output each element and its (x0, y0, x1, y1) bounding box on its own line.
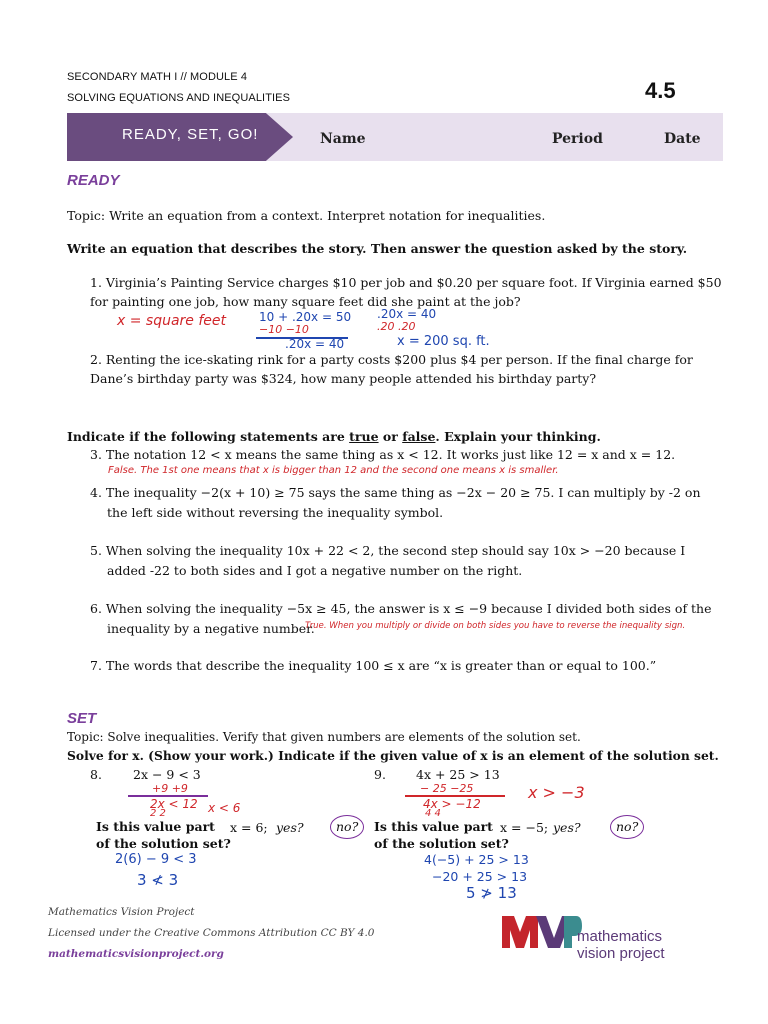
q9-inequality: 4x + 25 > 13 (416, 767, 500, 782)
q1-line1: 1. Virginia’s Painting Service charges $10 per job and $0.20 per square foot. If Virginia earned $50 (90, 275, 722, 290)
q9-work-simplified: 4x > −12 (423, 797, 481, 811)
q1-work-equation: 10 + .20x = 50 (259, 310, 352, 324)
q8-work-divisor: 2 2 (150, 808, 166, 819)
q1-work-divisor: .20 .20 (377, 320, 416, 333)
q3-answer: False. The 1st one means that x is bigger than 12 and the second one means x is smaller. (108, 465, 559, 476)
q9-check-simplify: −20 + 25 > 13 (432, 869, 528, 884)
q9-answer: x > −3 (528, 783, 585, 802)
q8-work-answer: x < 6 (208, 801, 241, 815)
q9-value: x = −5; (500, 820, 549, 835)
set-title: SET (67, 710, 97, 727)
ready-topic: Topic: Write an equation from a context. Interpret notation for inequalities. (67, 208, 546, 223)
q9-check-substitution: 4(−5) + 25 > 13 (424, 852, 529, 867)
q4-line1: 4. The inequality −2(x + 10) ≥ 75 says the same thing as −2x − 20 ≥ 75. I can multiply by -2 on (90, 485, 701, 500)
q8-value: x = 6; (230, 820, 268, 835)
q1-work-answer: x = 200 sq. ft. (397, 334, 490, 349)
q6-answer: True. When you multiply or divide on both sides you have to reverse the inequality sign. (305, 621, 686, 631)
q2-line2: Dane’s birthday party was $324, how many people attended his birthday party? (90, 371, 597, 386)
module-title: SOLVING EQUATIONS AND INEQUALITIES (67, 92, 291, 104)
q8-check-substitution: 2(6) − 9 < 3 (115, 852, 197, 867)
date-label: Date (664, 131, 701, 147)
ready-instruction: Write an equation that describes the story. Then answer the question asked by the story. (67, 241, 688, 256)
q3-text: 3. The notation 12 < x means the same thing as x < 12. It works just like 12 = x and x = 12. (90, 447, 676, 462)
q9-work-divisor: 4 4 (425, 808, 441, 819)
tf-instruction: Indicate if the following statements are true or false. Explain your thinking. (67, 429, 601, 444)
footer-license: Licensed under the Creative Commons Attribution CC BY 4.0 (48, 927, 375, 939)
footer-org: Mathematics Vision Project (48, 906, 195, 918)
q7-text: 7. The words that describe the inequality 100 ≤ x are “x is greater than or equal to 100.” (90, 658, 657, 673)
q8-number: 8. (90, 767, 102, 782)
set-topic: Topic: Solve inequalities. Verify that given numbers are elements of the solution set. (67, 730, 581, 744)
q5-line1: 5. When solving the inequality 10x + 22 < 2, the second step should say 10x > −20 because I (90, 543, 686, 558)
q9-no-circled: no? (610, 815, 644, 839)
q1-line2: for painting one job, how many square feet did she paint at the job? (90, 294, 521, 309)
q9-check-result: 5 ≯ 13 (466, 884, 517, 902)
lesson-number: 4.5 (645, 78, 676, 103)
q8-part-question: Is this value part of the solution set? (96, 819, 231, 851)
q9-yes: yes? (553, 820, 581, 835)
q1-work-divide: .20x = 40 (377, 307, 437, 321)
set-instruction: Solve for x. (Show your work.) Indicate if the given value of x is an element of the solution set. (67, 748, 719, 763)
q9-part-question: Is this value part of the solution set? (374, 819, 509, 851)
q6-line1: 6. When solving the inequality −5x ≥ 45, the answer is x ≤ −9 because I divided both sides of the (90, 601, 712, 616)
q1-work-subtract: −10 −10 (259, 323, 309, 336)
q1-work-variable: x = square feet (117, 313, 227, 329)
q1-work-result: .20x = 40 (285, 337, 345, 351)
q4-line2: the left side without reversing the inequality symbol. (107, 505, 444, 520)
q8-yes: yes? (276, 820, 304, 835)
footer-website-link[interactable]: mathematicsvisionproject.org (48, 948, 224, 960)
ready-title: READY (67, 172, 120, 189)
period-label: Period (552, 131, 603, 147)
banner-title: READY, SET, GO! (122, 126, 259, 143)
q2-line1: 2. Renting the ice-skating rink for a party costs $200 plus $4 per person. If the final charge for (90, 352, 693, 367)
q8-check-result: 3 ≮ 3 (137, 871, 179, 889)
q8-inequality: 2x − 9 < 3 (133, 767, 201, 782)
course-label: SECONDARY MATH I // MODULE 4 (67, 71, 248, 83)
mvp-logo-text: mathematics vision project (577, 928, 665, 962)
q8-no-circled: no? (330, 815, 364, 839)
q9-number: 9. (374, 767, 386, 782)
q6-line2: inequality by a negative number. (107, 621, 315, 636)
q8-work-simplified: 2x < 12 (150, 797, 198, 811)
mvp-logo (502, 914, 582, 948)
mvp-logo-mark (502, 914, 582, 948)
q9-work-subtract: − 25 −25 (420, 782, 474, 795)
name-label: Name (320, 131, 366, 147)
q8-work-add: +9 +9 (152, 782, 188, 795)
q5-line2: added -22 to both sides and I got a negative number on the right. (107, 563, 523, 578)
